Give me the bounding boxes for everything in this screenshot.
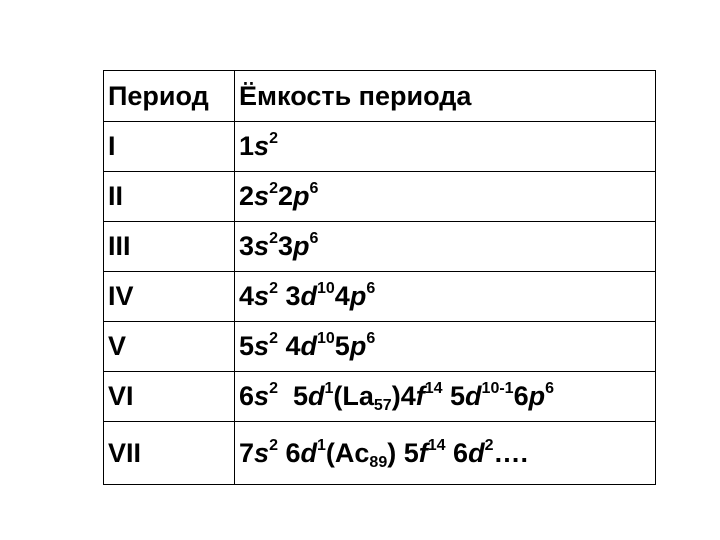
- orbital-letter: p: [293, 231, 310, 261]
- orbital-letter: p: [349, 331, 367, 361]
- electron-config-cell: [235, 422, 656, 485]
- superscript: 2: [269, 330, 278, 347]
- config-text: 4: [239, 281, 255, 311]
- config-text: 3: [277, 281, 301, 311]
- electron-config-cell: [235, 372, 656, 422]
- config-text: 3: [239, 231, 255, 261]
- config-text: 5: [334, 331, 350, 361]
- config-text: 5: [277, 381, 308, 411]
- superscript: 2: [269, 230, 278, 247]
- superscript: 2: [269, 436, 278, 454]
- period-cell: VI: [104, 372, 235, 422]
- orbital-letter: s: [254, 131, 270, 161]
- table-row: [104, 172, 656, 222]
- config-text: 2: [277, 181, 293, 211]
- orbital-letter: p: [293, 181, 310, 211]
- superscript: 14: [427, 436, 446, 454]
- superscript: 6: [366, 330, 376, 347]
- header-row: [104, 71, 656, 122]
- superscript: 6: [309, 180, 319, 197]
- period-cell: II: [104, 172, 235, 222]
- superscript: 1: [317, 436, 326, 454]
- orbital-letter: s: [254, 437, 270, 468]
- config-text: 2: [239, 181, 255, 211]
- config-text: 1: [239, 131, 255, 161]
- table-row: [104, 222, 656, 272]
- config-text: 6: [513, 381, 529, 411]
- config-text: 5: [442, 381, 466, 411]
- header-capacity: Ёмкость периода: [235, 71, 656, 122]
- superscript: 10: [317, 330, 335, 347]
- table-row: [104, 372, 656, 422]
- superscript: 10: [317, 280, 335, 297]
- period-cell: VII: [104, 422, 235, 485]
- table-row: [104, 122, 656, 172]
- config-text: 6: [445, 437, 469, 468]
- orbital-letter: s: [254, 331, 270, 361]
- orbital-letter: s: [254, 181, 270, 211]
- config-text: 4: [277, 331, 301, 361]
- table-row: [104, 272, 656, 322]
- config-text: 5: [239, 331, 255, 361]
- table-row: [104, 422, 656, 485]
- period-cell: I: [104, 122, 235, 172]
- superscript: 14: [424, 380, 443, 397]
- orbital-letter: f: [418, 437, 428, 468]
- orbital-letter: d: [300, 281, 317, 311]
- superscript: 2: [269, 130, 278, 147]
- electron-config-cell: [235, 272, 656, 322]
- electron-config-cell: [235, 222, 656, 272]
- table-row: [104, 322, 656, 372]
- superscript: 6: [366, 280, 376, 297]
- config-text: )4: [391, 381, 416, 411]
- period-capacity-table: [103, 70, 656, 485]
- orbital-letter: p: [349, 281, 367, 311]
- orbital-letter: s: [254, 381, 270, 411]
- electron-config-cell: [235, 122, 656, 172]
- config-text: (Ac: [325, 437, 370, 468]
- electron-config-cell: [235, 172, 656, 222]
- config-text: ) 5: [387, 437, 419, 468]
- orbital-letter: d: [465, 381, 482, 411]
- config-text: ….: [493, 437, 528, 468]
- subscript: 89: [369, 453, 388, 471]
- orbital-letter: f: [415, 381, 425, 411]
- config-text: 4: [334, 281, 350, 311]
- header-period: Период: [104, 71, 235, 122]
- superscript: 6: [545, 380, 555, 397]
- config-text: 6: [239, 381, 255, 411]
- config-text: 6: [277, 437, 301, 468]
- orbital-letter: d: [300, 331, 317, 361]
- orbital-letter: d: [308, 381, 325, 411]
- superscript: 2: [484, 436, 494, 454]
- subscript: 57: [373, 397, 392, 414]
- config-text: 7: [239, 437, 255, 468]
- superscript: 1: [324, 380, 334, 397]
- period-cell: IV: [104, 272, 235, 322]
- superscript: 2: [269, 380, 278, 397]
- orbital-letter: s: [254, 281, 270, 311]
- config-text: 3: [277, 231, 293, 261]
- superscript: 2: [269, 280, 278, 297]
- orbital-letter: d: [468, 437, 485, 468]
- superscript: 2: [269, 180, 278, 197]
- orbital-letter: s: [254, 231, 270, 261]
- period-cell: III: [104, 222, 235, 272]
- period-cell: V: [104, 322, 235, 372]
- electron-config-cell: [235, 322, 656, 372]
- orbital-letter: d: [300, 437, 317, 468]
- superscript: 6: [309, 230, 319, 247]
- superscript: 10-1: [481, 380, 514, 397]
- config-text: (La: [333, 381, 374, 411]
- orbital-letter: p: [528, 381, 546, 411]
